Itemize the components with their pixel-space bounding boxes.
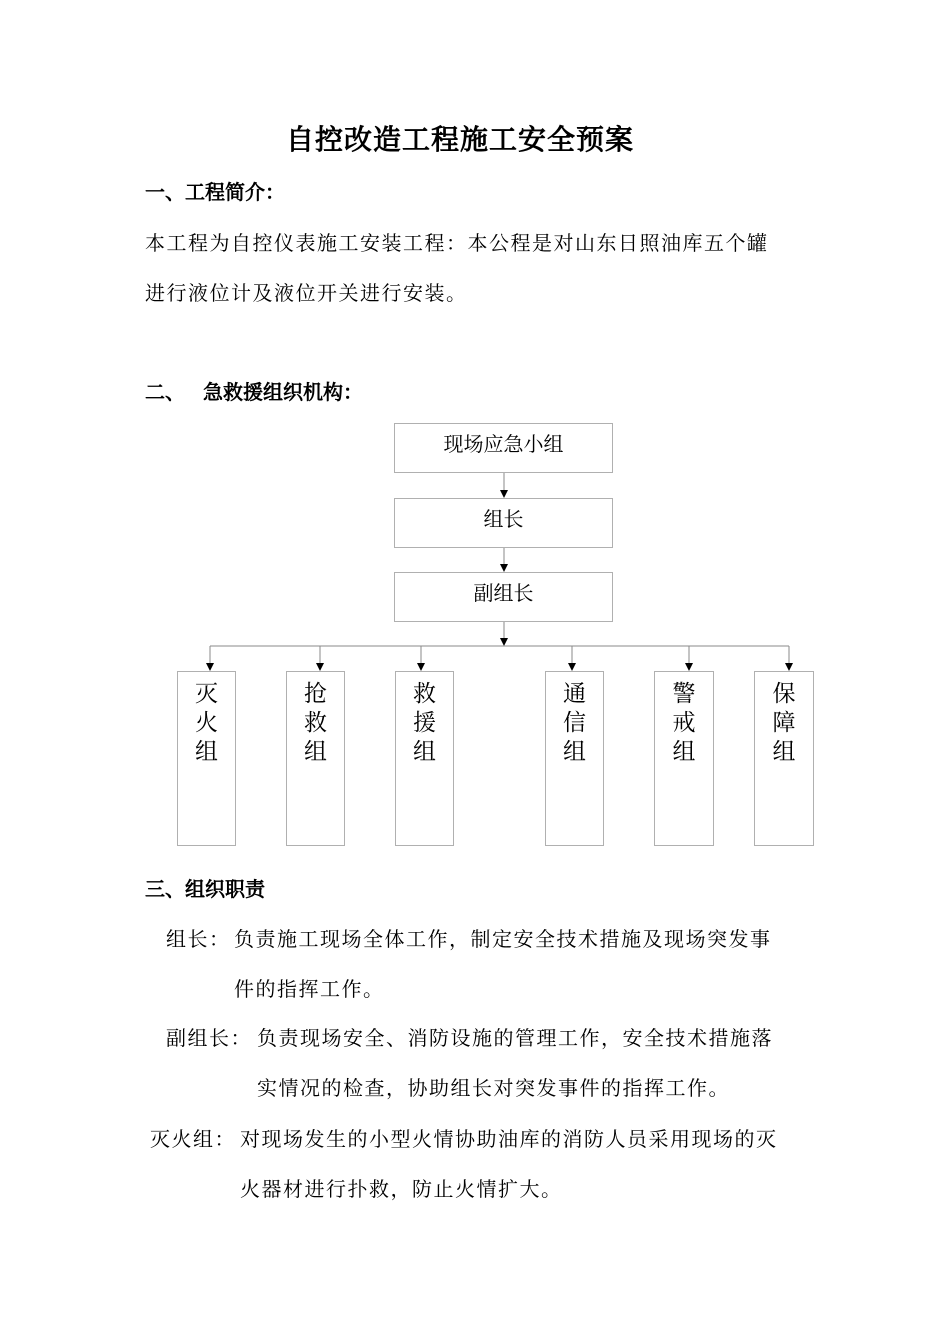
group-char: 保	[772, 681, 796, 707]
group-char: 组	[195, 739, 218, 765]
section2-heading: 急救援组织机构：	[203, 380, 363, 404]
org-node-leader: 组长	[394, 498, 613, 548]
org-node-rescue-group	[286, 671, 345, 846]
duty-leader-label: 组长：	[166, 927, 231, 951]
group-char: 灭	[195, 681, 218, 707]
group-char: 戒	[672, 710, 696, 736]
group-char: 救	[413, 681, 436, 707]
section2-heading-number: 二、	[145, 380, 185, 404]
org-node-aid-group	[395, 671, 454, 846]
section1-line-1: 本工程为自控仪表施工安装工程：本公程是对山东日照油库五个罐	[145, 231, 769, 255]
group-char: 信	[563, 710, 586, 736]
org-node-communication-group	[545, 671, 604, 846]
duty-leader-line-2: 件的指挥工作。	[234, 977, 385, 1001]
group-char: 抢	[304, 681, 327, 707]
group-char: 组	[772, 739, 796, 765]
document-title: 自控改造工程施工安全预案	[285, 123, 634, 156]
duty-deputy-label: 副组长：	[166, 1026, 252, 1050]
group-char: 通	[563, 681, 586, 707]
duty-deputy-line-1: 负责现场安全、消防设施的管理工作，安全技术措施落	[257, 1026, 773, 1050]
group-char: 火	[195, 710, 218, 736]
group-char: 援	[413, 710, 436, 736]
org-node-guard-group	[654, 671, 714, 846]
duty-deputy-line-2: 实情况的检查，协助组长对突发事件的指挥工作。	[257, 1076, 730, 1100]
org-node-deputy-leader: 副组长	[394, 572, 613, 622]
section1-heading: 一、工程简介：	[145, 180, 285, 204]
duty-leader-line-1: 负责施工现场全体工作，制定安全技术措施及现场突发事	[234, 927, 772, 951]
group-char: 救	[304, 710, 327, 736]
section1-line-2: 进行液位计及液位开关进行安装。	[145, 281, 468, 305]
group-char: 组	[672, 739, 696, 765]
duty-fire-line-2: 火器材进行扑救，防止火情扩大。	[240, 1177, 563, 1201]
group-char: 障	[772, 710, 796, 736]
duty-fire-label: 灭火组：	[150, 1127, 236, 1151]
org-node-support-group	[754, 671, 814, 846]
org-node-fire-group	[177, 671, 236, 846]
group-char: 组	[563, 739, 586, 765]
group-char: 组	[304, 739, 327, 765]
duty-fire-line-1: 对现场发生的小型火情协助油库的消防人员采用现场的灭	[240, 1127, 778, 1151]
group-char: 组	[413, 739, 436, 765]
group-char: 警	[672, 681, 696, 707]
org-node-emergency-team: 现场应急小组	[394, 423, 613, 473]
section3-heading: 三、组织职责	[145, 877, 265, 901]
